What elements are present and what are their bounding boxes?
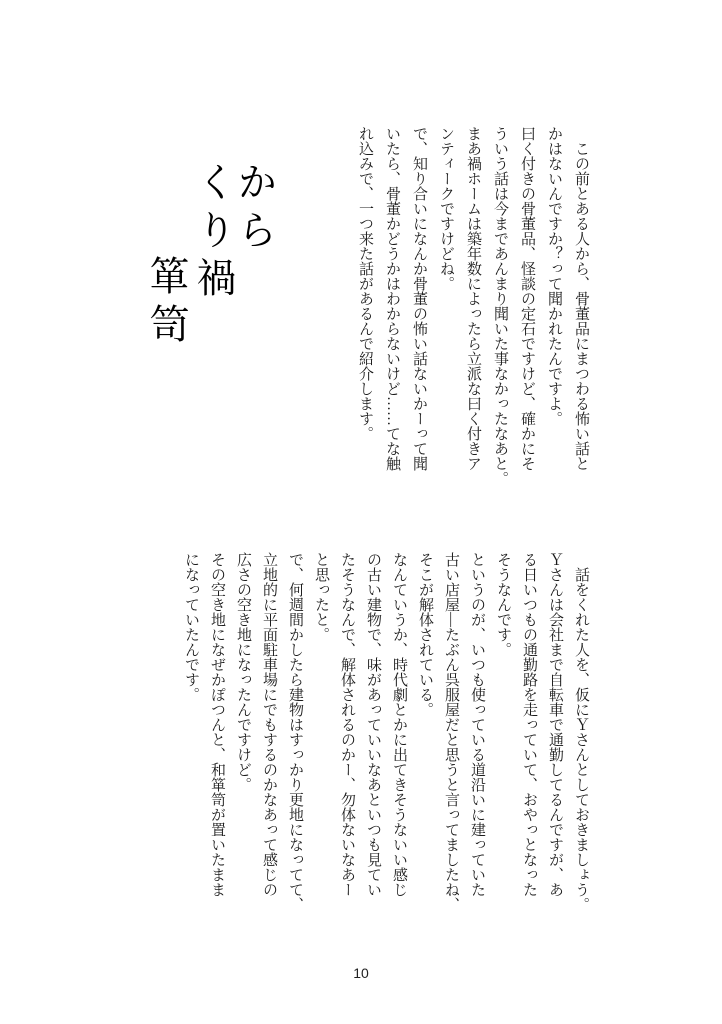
page-title-column-1: から: [232, 161, 277, 257]
text-column: になっていたんです。: [183, 552, 199, 702]
text-column: かはないんですか？って聞かれたんですよ。: [546, 126, 562, 426]
text-column: 話をくれた人を、仮にＹさんとしておきましょう。: [573, 552, 589, 912]
text-column: 広さの空き地になったんですけど。: [235, 552, 251, 792]
text-column: と思ったと。: [313, 552, 329, 642]
text-column: その空き地になぜかぽつんと、和箪笥が置いたまま: [209, 552, 225, 897]
text-column: る日いつもの通勤路を走っていて、おやっとなった: [521, 552, 537, 897]
intro-text-block: [351, 126, 594, 486]
text-column: たそうなんで、解体されるのかー、勿体ないなあー: [339, 552, 355, 897]
text-column: 古い店屋―たぶん呉服屋だと思うと言ってましたね、: [443, 552, 459, 912]
text-column: というのが、いつも使っている道沿いに建っていた: [469, 552, 485, 897]
text-column: で、何週間かしたら建物はすっかり更地になってて、: [287, 552, 303, 912]
text-column: そこが解体されている。: [417, 552, 433, 717]
page-title-column-3: 箪笥: [144, 255, 189, 351]
story-text-block: [178, 552, 594, 912]
text-column: ういう話は今まであんまり聞いた事なかったなあと。: [492, 126, 508, 486]
text-column: Ｙさんは会社まで自転車で通勤してるんですが、あ: [547, 552, 563, 897]
text-column: この前とある人から、骨董品にまつわる怖い話と: [573, 126, 589, 471]
page-number: 10: [353, 965, 369, 981]
text-column: れ込みで、一つ来た話があるんで紹介します。: [357, 126, 373, 441]
text-column: そうなんです。: [495, 552, 511, 657]
text-column: ンティークですけどね。: [438, 126, 454, 291]
text-column: で、知り合いになんか骨董の怖い話ないかーって聞: [411, 126, 427, 471]
text-column: まあ禍ホームは築年数によったら立派な曰く付きア: [465, 126, 481, 471]
page-title-column-2: くり禍: [191, 161, 236, 305]
text-column: 立地的に平面駐車場にでもするのかなあって感じの: [261, 552, 277, 897]
text-column: いたら、骨董かどうかはわからないけど……てな触: [384, 126, 400, 471]
text-column: なんていうか、時代劇とかに出てきそうないい感じ: [391, 552, 407, 897]
text-column: 曰く付きの骨董品、怪談の定石ですけど、確かにそ: [519, 126, 535, 471]
text-column: の古い建物で、味があっていいなあといつも見てい: [365, 552, 381, 897]
